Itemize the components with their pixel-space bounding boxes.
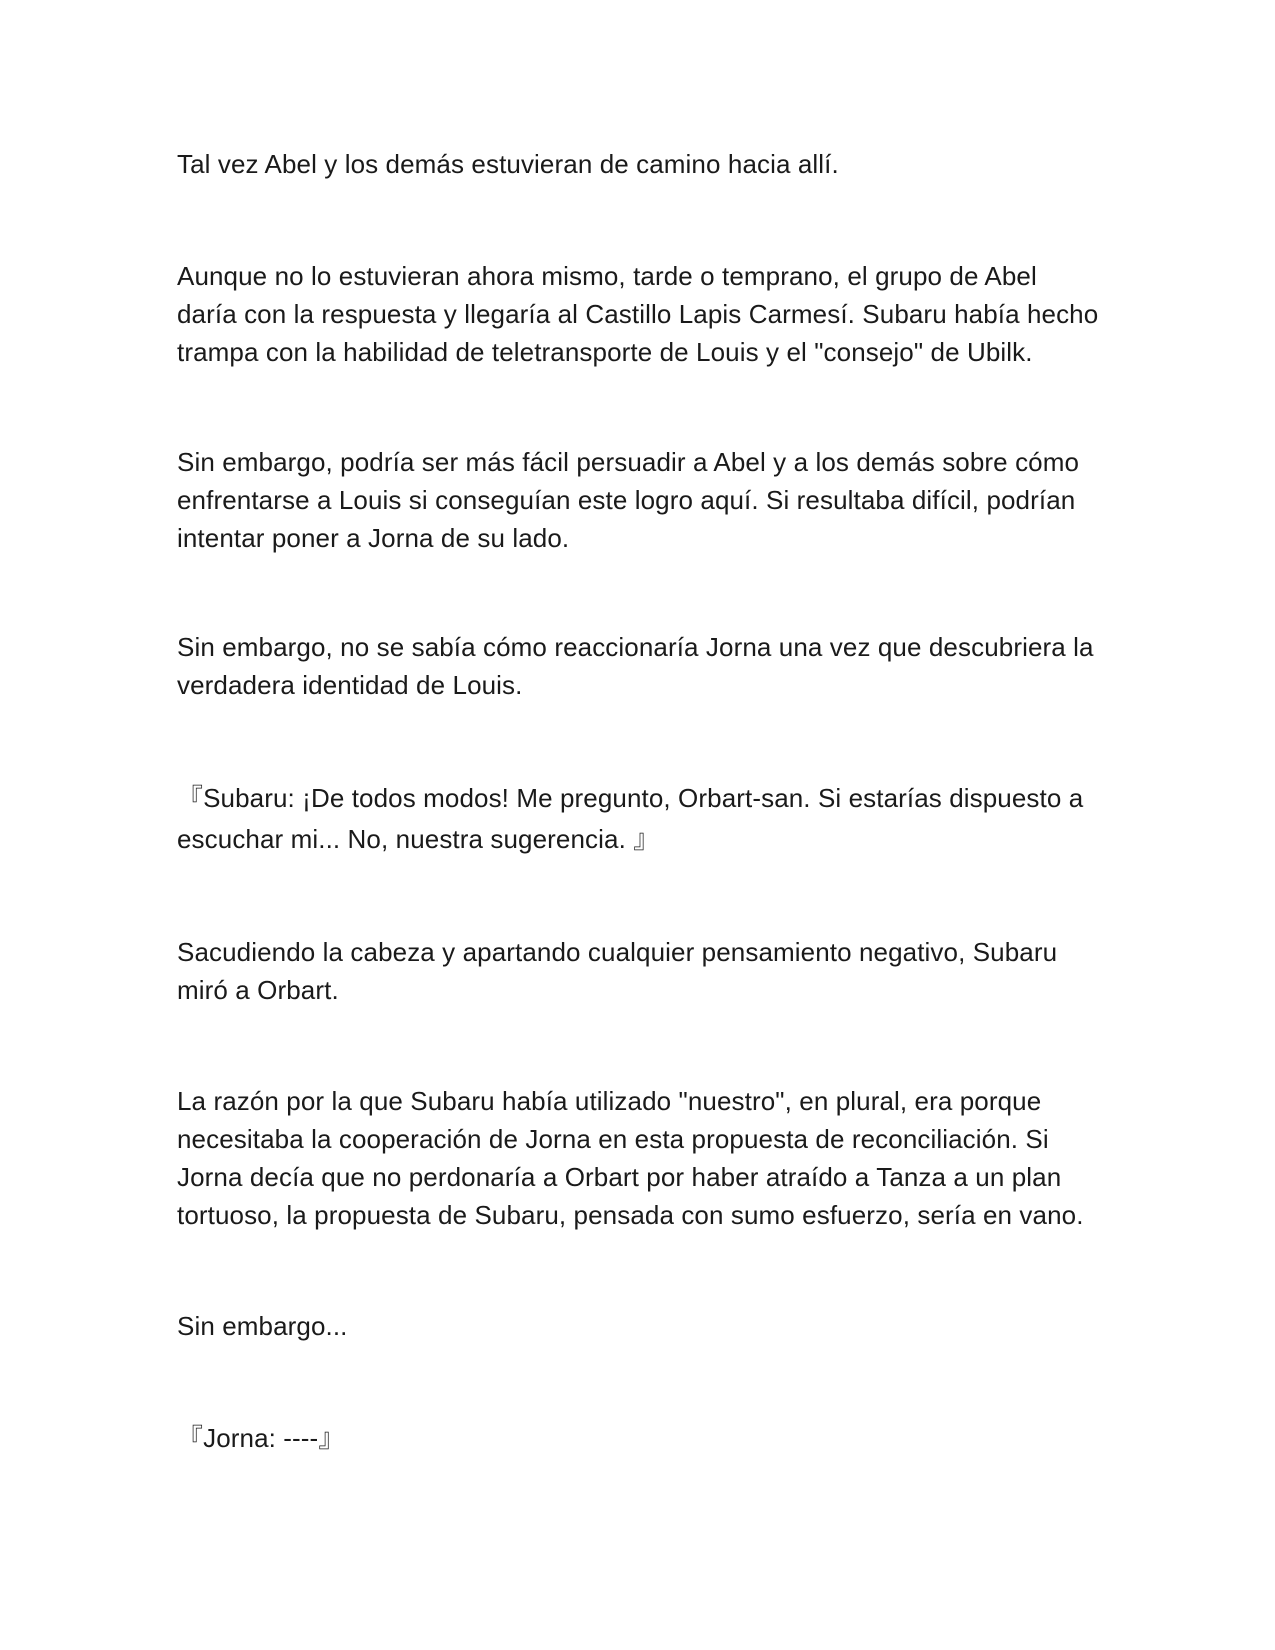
text-line: Sin embargo...: [177, 1311, 348, 1341]
text-line: 『Subaru: ¡De todos modos! Me pregunto, Orbart-san. Si estarías dispuesto a: [177, 783, 1084, 813]
text-line: daría con la respuesta y llegaría al Castillo Lapis Carmesí. Subaru había hecho: [177, 299, 1099, 329]
text-line: verdadera identidad de Louis.: [177, 670, 523, 700]
paragraph-7: [177, 1082, 1117, 1234]
text-line: escuchar mi... No, nuestra sugerencia. 』: [177, 824, 660, 854]
text-line: La razón por la que Subaru había utilizado "nuestro", en plural, era porque: [177, 1086, 1042, 1116]
text-line: tortuoso, la propuesta de Subaru, pensada con sumo esfuerzo, sería en vano.: [177, 1200, 1084, 1230]
text-line: Sin embargo, podría ser más fácil persuadir a Abel y a los demás sobre cómo: [177, 447, 1080, 477]
text-line: Sin embargo, no se sabía cómo reaccionaría Jorna una vez que descubriera la: [177, 632, 1094, 662]
dialogue-jorna: [177, 1419, 1117, 1457]
paragraph-3: [177, 443, 1117, 557]
text-line: Jorna decía que no perdonaría a Orbart por haber atraído a Tanza a un plan: [177, 1162, 1062, 1192]
text-line: Aunque no lo estuvieran ahora mismo, tarde o temprano, el grupo de Abel: [177, 261, 1037, 291]
text-line: enfrentarse a Louis si conseguían este logro aquí. Si resultaba difícil, podrían: [177, 485, 1076, 515]
paragraph-4: [177, 628, 1117, 704]
text-line: Sacudiendo la cabeza y apartando cualquier pensamiento negativo, Subaru: [177, 937, 1058, 967]
paragraph-2: [177, 257, 1117, 371]
dialogue-subaru: [177, 779, 1117, 858]
text-line: miró a Orbart.: [177, 975, 339, 1005]
paragraph-1: [177, 145, 1117, 183]
text-line: necesitaba la cooperación de Jorna en esta propuesta de reconciliación. Si: [177, 1124, 1049, 1154]
text-line: 『Jorna: ----』: [177, 1423, 345, 1453]
text-line: intentar poner a Jorna de su lado.: [177, 523, 570, 553]
text-line: trampa con la habilidad de teletransporte de Louis y el "consejo" de Ubilk.: [177, 337, 1033, 367]
text-line: Tal vez Abel y los demás estuvieran de camino hacia allí.: [177, 149, 839, 179]
paragraph-6: [177, 933, 1117, 1009]
paragraph-8: [177, 1307, 1117, 1345]
